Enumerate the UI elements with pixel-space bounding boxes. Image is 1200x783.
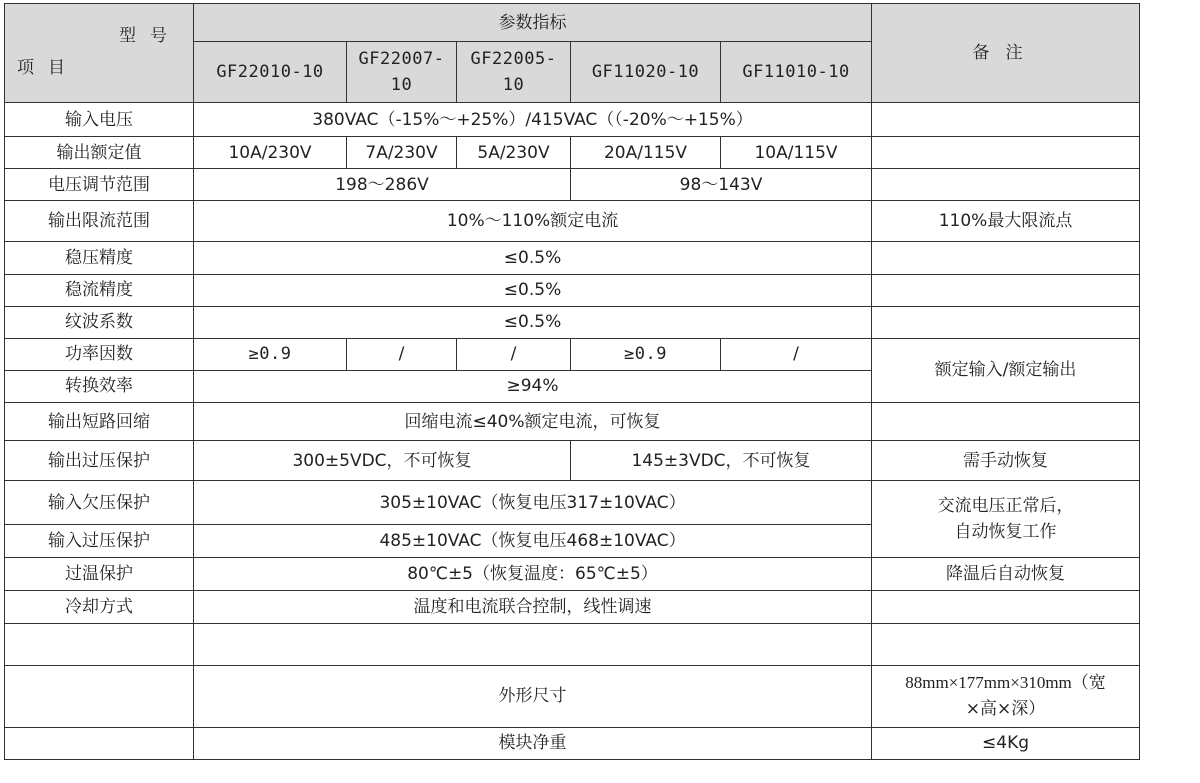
row-label: 输入电压 <box>5 103 194 137</box>
row-value: 外形尺寸 <box>194 665 872 727</box>
row-value: ≥94% <box>194 370 872 402</box>
model-1-line1: GF22010-10 <box>216 62 324 83</box>
remark-line: 自动恢复工作 <box>954 522 1057 543</box>
table-row <box>5 306 1140 338</box>
row-value: 5A/230V <box>457 137 571 169</box>
remark-line: 交流电压正常后， <box>937 496 1074 517</box>
row-value: 7A/230V <box>347 137 457 169</box>
model-5-line1: GF11010-10 <box>742 62 850 83</box>
corner-type-label: 型号 <box>119 26 181 46</box>
row-label: 输出额定值 <box>5 137 194 169</box>
model-3-line2: 10 <box>502 75 525 96</box>
row-value: ≤0.5% <box>194 241 872 274</box>
row-value: 145±3VDC，不可恢复 <box>571 441 872 481</box>
row-label: 输出短路回缩 <box>5 402 194 440</box>
row-value: 98～143V <box>571 169 872 201</box>
row-remark: 110%最大限流点 <box>872 201 1140 241</box>
row-remark <box>872 103 1140 137</box>
row-value: 回缩电流≤40%额定电流，可恢复 <box>194 402 872 440</box>
row-label: 过温保护 <box>5 558 194 591</box>
table-row <box>5 169 1140 201</box>
table-row <box>5 558 1140 591</box>
row-value: 20A/115V <box>571 137 721 169</box>
table-row <box>5 103 1140 137</box>
remarks-header <box>872 4 1140 103</box>
row-remark <box>872 306 1140 338</box>
row-remark <box>872 591 1140 623</box>
row-label: 功率因数 <box>5 338 194 370</box>
row-value: / <box>721 338 872 370</box>
row-label: 稳流精度 <box>5 274 194 306</box>
row-remark <box>872 137 1140 169</box>
row-value: ≥0.9 <box>571 338 721 370</box>
model-2-line2: 10 <box>390 75 413 96</box>
corner-item-label: 项目 <box>17 58 79 78</box>
table-row <box>5 481 1140 525</box>
model-4-line1: GF11020-10 <box>591 62 700 83</box>
table-row <box>5 441 1140 481</box>
table-row <box>5 402 1140 440</box>
model-header-4 <box>571 42 721 103</box>
table-row <box>5 201 1140 241</box>
row-remark <box>872 665 1140 727</box>
model-header-2 <box>347 42 457 103</box>
remark-line: ×高×深） <box>965 699 1046 720</box>
corner-header-cell <box>5 4 194 103</box>
row-value: 305±10VAC（恢复电压317±10VAC） <box>194 481 872 525</box>
table-row <box>5 727 1140 759</box>
row-value: 10A/115V <box>721 137 872 169</box>
row-value: 300±5VDC，不可恢复 <box>194 441 571 481</box>
row-value: 198～286V <box>194 169 571 201</box>
row-label: 输入过压保护 <box>5 525 194 558</box>
table-row <box>5 274 1140 306</box>
row-remark <box>872 274 1140 306</box>
model-2-line1: GF22007- <box>358 49 445 70</box>
row-value: 模块净重 <box>194 727 872 759</box>
row-value: / <box>457 338 571 370</box>
row-remark <box>872 169 1140 201</box>
row-remark <box>872 402 1140 440</box>
row-label: 输出限流范围 <box>5 201 194 241</box>
row-label: 转换效率 <box>5 370 194 402</box>
row-label <box>5 727 194 759</box>
table-row <box>5 665 1140 727</box>
row-remark <box>872 481 1140 558</box>
row-label <box>5 665 194 727</box>
row-value: 485±10VAC（恢复电压468±10VAC） <box>194 525 872 558</box>
row-value: ≥0.9 <box>194 338 347 370</box>
row-value <box>194 623 872 665</box>
table-row-empty <box>5 623 1140 665</box>
row-value: / <box>347 338 457 370</box>
row-value: 温度和电流联合控制，线性调速 <box>194 591 872 623</box>
row-label <box>5 623 194 665</box>
row-value: 80℃±5（恢复温度：65℃±5） <box>194 558 872 591</box>
row-value: 10A/230V <box>194 137 347 169</box>
row-label: 输入欠压保护 <box>5 481 194 525</box>
row-label: 输出过压保护 <box>5 441 194 481</box>
row-remark <box>872 623 1140 665</box>
table-row <box>5 137 1140 169</box>
table-row <box>5 338 1140 370</box>
remark-line: 88mm×177mm×310mm（宽 <box>905 673 1106 693</box>
row-value: 10%～110%额定电流 <box>194 201 872 241</box>
row-label: 稳压精度 <box>5 241 194 274</box>
model-header-5 <box>721 42 872 103</box>
model-header-1 <box>194 42 347 103</box>
row-value: ≤0.5% <box>194 306 872 338</box>
model-header-3 <box>457 42 571 103</box>
row-remark <box>872 241 1140 274</box>
row-remark: ≤4Kg <box>872 727 1140 759</box>
row-label: 电压调节范围 <box>5 169 194 201</box>
model-3-line1: GF22005- <box>470 49 557 70</box>
table-row <box>5 591 1140 623</box>
row-label: 纹波系数 <box>5 306 194 338</box>
row-remark: 需手动恢复 <box>872 441 1140 481</box>
remarks-header-label: 备注 <box>972 43 1039 64</box>
row-label: 冷却方式 <box>5 591 194 623</box>
row-value: 380VAC（-15%～+25%）/415VAC（（-20%～+15%） <box>194 103 872 137</box>
params-header: 参数指标 <box>194 4 872 42</box>
row-remark: 降温后自动恢复 <box>872 558 1140 591</box>
row-value: ≤0.5% <box>194 274 872 306</box>
spec-table <box>4 3 1140 760</box>
row-remark: 额定输入/额定输出 <box>872 338 1140 402</box>
table-row <box>5 241 1140 274</box>
